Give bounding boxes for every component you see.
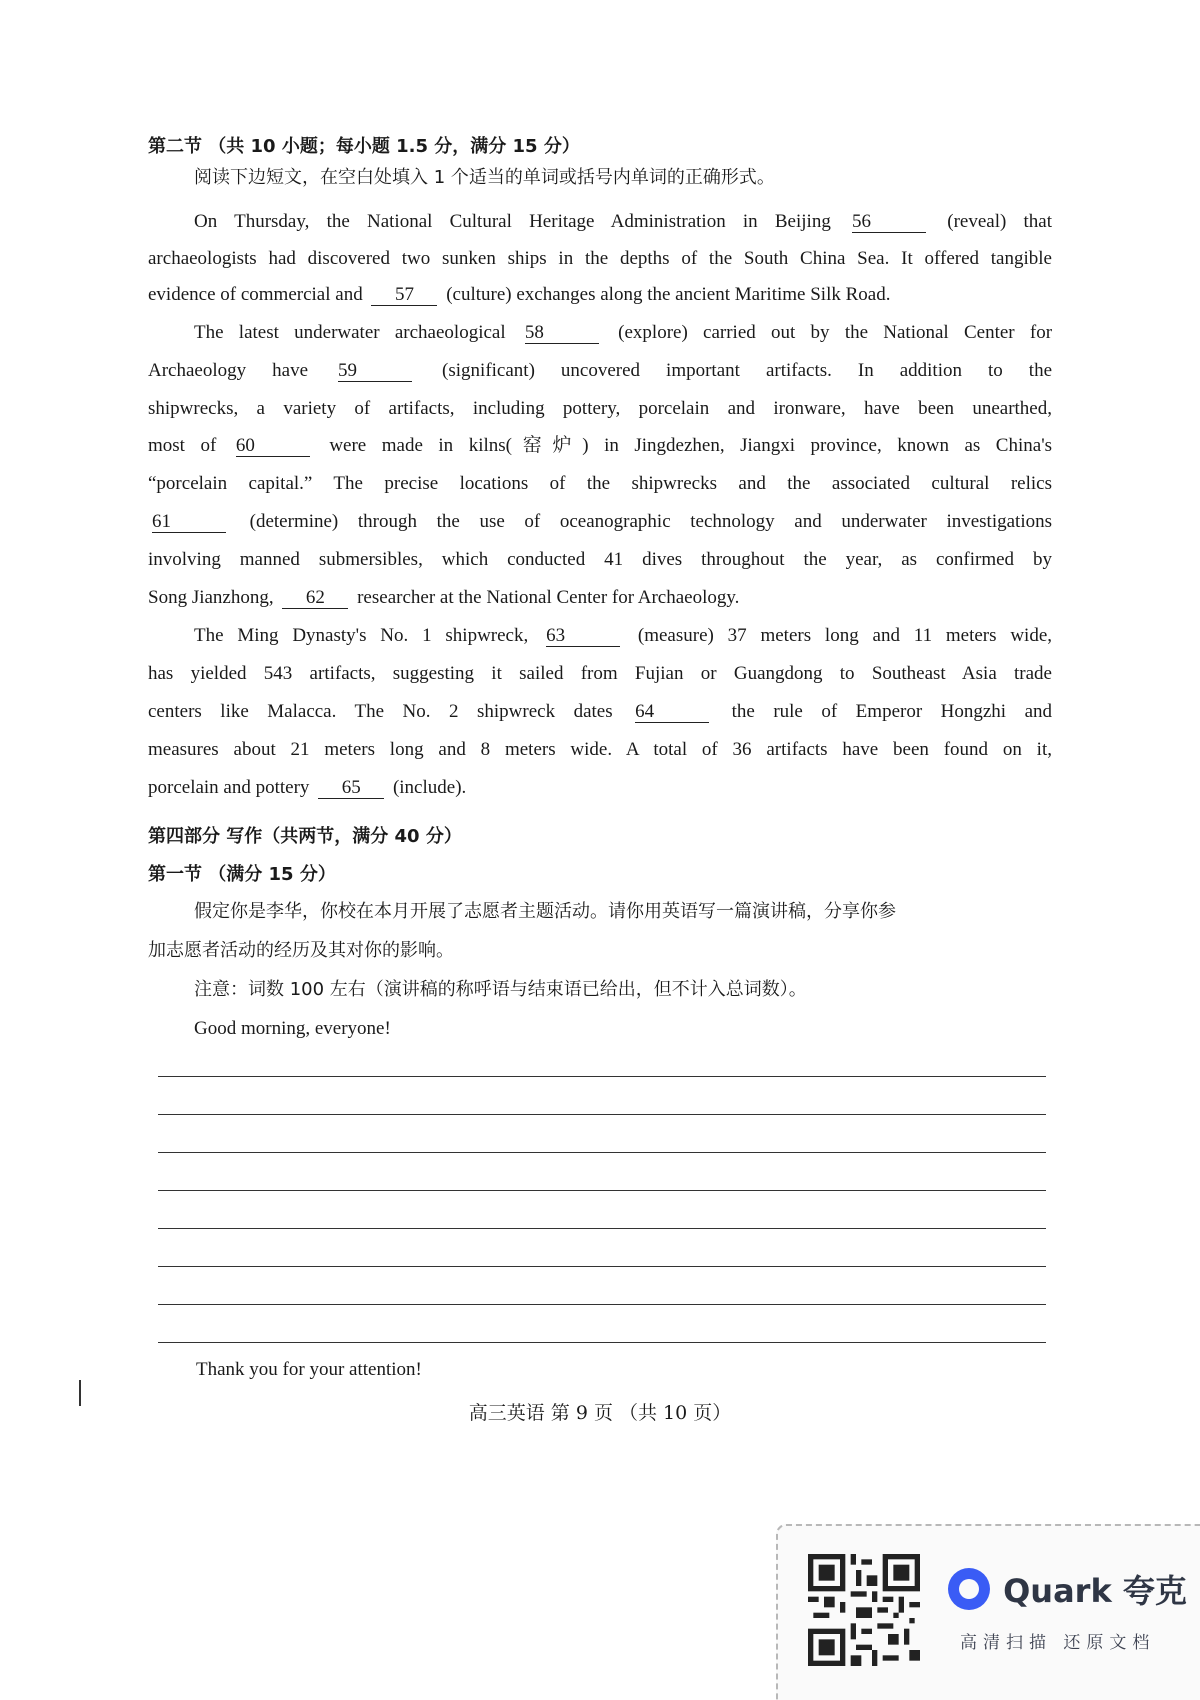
blank-57[interactable]: 57	[371, 285, 437, 306]
section-instruction: 阅读下边短文，在空白处填入 1 个适当的单词或括号内单词的正确形式。	[194, 167, 775, 188]
passage-line: “porcelain capital.” The precise locations of the shipwrecks and the associated cultural relics	[148, 473, 1052, 494]
writing-line[interactable]	[158, 1266, 1046, 1267]
passage-line: 61 (determine) through the use of oceanographic technology and underwater investigations	[152, 511, 1052, 532]
quark-icon	[948, 1568, 990, 1610]
blank-65[interactable]: 65	[318, 778, 384, 799]
quark-logo	[948, 1566, 1187, 1612]
blank-59[interactable]: 59	[338, 361, 412, 382]
passage-line: centers like Malacca. The No. 2 shipwreck dates 64 the rule of Emperor Hongzhi and	[148, 701, 1053, 722]
writing-line[interactable]	[158, 1152, 1046, 1153]
writing-line[interactable]	[158, 1304, 1046, 1305]
writing-line[interactable]	[158, 1342, 1046, 1343]
writing-line[interactable]	[158, 1190, 1046, 1191]
blank-64[interactable]: 64	[635, 702, 709, 723]
writing-prompt: 假定你是李华，你校在本月开展了志愿者主题活动。请你用英语写一篇演讲稿，分享你参	[194, 901, 896, 922]
writing-prompt: 加志愿者活动的经历及其对你的影响。	[148, 940, 454, 961]
blank-61[interactable]: 61	[152, 512, 226, 533]
writing-line[interactable]	[158, 1076, 1046, 1077]
writing-line[interactable]	[158, 1228, 1046, 1229]
passage-line: On Thursday, the National Cultural Heritage Administration in Beijing 56 (reveal) that	[194, 211, 1053, 232]
page-footer: 高三英语 第 9 页 （共 10 页）	[468, 1402, 732, 1424]
passage-line: most of 60 were made in kilns(窑炉) in Jingdezhen, Jiangxi province, known as China's	[148, 435, 1053, 456]
blank-58[interactable]: 58	[525, 323, 599, 344]
passage-line: measures about 21 meters long and 8 meters wide. A total of 36 artifacts have been found on it,	[148, 739, 1052, 760]
greeting: Good morning, everyone!	[194, 1018, 391, 1039]
part-title: 第四部分 写作（共两节，满分 40 分）	[148, 826, 462, 847]
section-title: 第二节 （共 10 小题；每小题 1.5 分，满分 15 分）	[148, 136, 580, 157]
passage-line: The Ming Dynasty's No. 1 shipwreck, 63 (measure) 37 meters long and 11 meters wide,	[194, 625, 1053, 646]
passage-line: Archaeology have 59 (significant) uncovered important artifacts. In addition to the	[148, 360, 1053, 381]
writing-line[interactable]	[158, 1114, 1046, 1115]
passage-line: Song Jianzhong, 62 researcher at the National Center for Archaeology.	[148, 587, 740, 608]
quark-tagline: 高清扫描 还原文档	[960, 1633, 1156, 1653]
passage-line: has yielded 543 artifacts, suggesting it sailed from Fujian or Guangdong to Southeast Asia trade	[148, 663, 1052, 684]
qr-code-icon	[808, 1554, 920, 1666]
quark-watermark	[776, 1524, 1200, 1700]
blank-63[interactable]: 63	[546, 626, 620, 647]
passage-line: evidence of commercial and 57 (culture) exchanges along the ancient Maritime Silk Road.	[148, 284, 891, 305]
section-title: 第一节 （满分 15 分）	[148, 864, 336, 885]
passage-line: shipwrecks, a variety of artifacts, including pottery, porcelain and ironware, have been unearthed,	[148, 398, 1052, 419]
passage-line: The latest underwater archaeological 58 (explore) carried out by the National Center for	[194, 322, 1053, 343]
passage-line: involving manned submersibles, which conducted 41 dives throughout the year, as confirmed by	[148, 549, 1052, 570]
blank-56[interactable]: 56	[852, 212, 926, 233]
passage-line: porcelain and pottery 65 (include).	[148, 777, 467, 798]
blank-62[interactable]: 62	[282, 588, 348, 609]
writing-note: 注意：词数 100 左右（演讲稿的称呼语与结束语已给出，但不计入总词数）。	[194, 979, 807, 1000]
closing: Thank you for your attention!	[196, 1359, 422, 1380]
passage-line: archaeologists had discovered two sunken ships in the depths of the South China Sea. It offered tangible	[148, 248, 1052, 269]
blank-60[interactable]: 60	[236, 436, 310, 457]
quark-brand: Quark 夸克	[1003, 1572, 1187, 1610]
